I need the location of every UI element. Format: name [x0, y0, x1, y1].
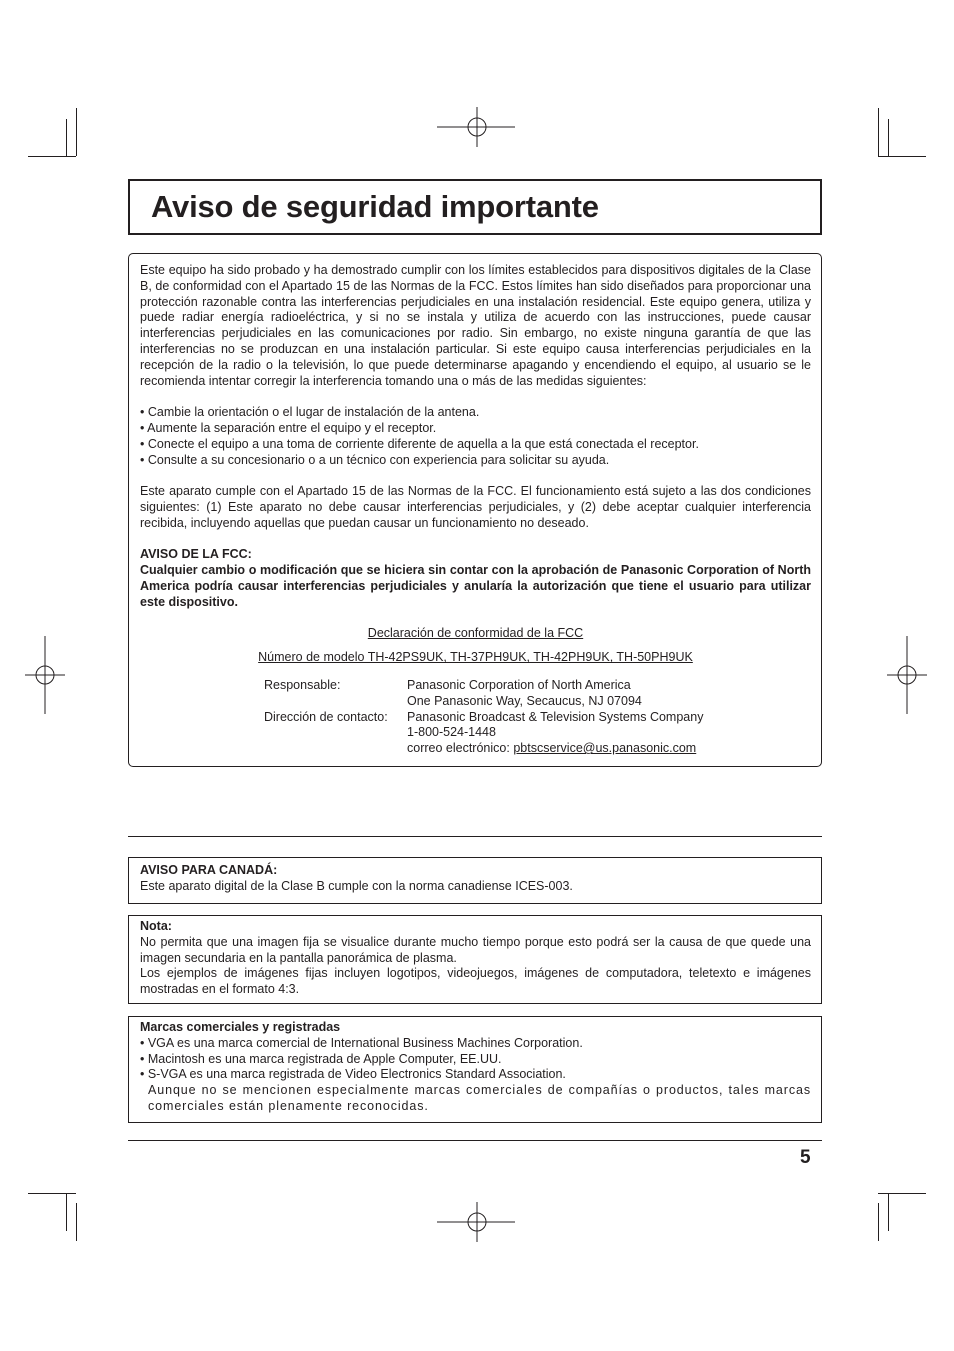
- crop-mark: [888, 119, 889, 157]
- list-item: • Aumente la separación entre el equipo y el receptor.: [140, 420, 437, 435]
- crop-mark: [878, 108, 879, 156]
- list-item: • Macintosh es una marca registrada de Apple Computer, EE.UU.: [140, 1051, 502, 1066]
- email-line: [407, 741, 696, 757]
- fcc-notice-box: [128, 253, 822, 767]
- responsible-line: Panasonic Corporation of North America: [407, 677, 631, 692]
- trademarks-box: [128, 1016, 822, 1123]
- responsible-label: Responsable:: [264, 677, 341, 692]
- crop-mark: [878, 1203, 879, 1241]
- note-paragraph: No permita que una imagen fija se visualice durante mucho tiempo porque esto podrá ser la causa de que quede una imagen secundaria en la pantalla panorámica de plasma.: [140, 934, 811, 965]
- responsible-line: One Panasonic Way, Secaucus, NJ 07094: [407, 693, 642, 708]
- crop-mark: [28, 1193, 76, 1194]
- list-item: • Cambie la orientación o el lugar de instalación de la antena.: [140, 405, 480, 420]
- trademarks-heading: Marcas comerciales y registradas: [140, 1020, 341, 1034]
- part15-paragraph: Este aparato cumple con el Apartado 15 de las Normas de la FCC. El funcionamiento está sujeto a las dos condiciones siguientes: (1) Este aparato no debe causar interferencias perjudiciales, y (2) debe aceptar cualquier interferencia recibida, incluyendo aquellas que puedan causar un funcionamiento no deseado.: [140, 484, 811, 530]
- contact-label: Dirección de contacto:: [264, 709, 388, 724]
- crop-mark: [28, 156, 76, 157]
- list-item: • Consulte a su concesionario o a un técnico con experiencia para solicitar su ayuda.: [140, 452, 610, 467]
- note-heading: Nota:: [140, 919, 172, 933]
- model-numbers: Número de modelo TH-42PS9UK, TH-37PH9UK, TH-42PH9UK, TH-50PH9UK: [258, 650, 693, 665]
- note-box: [128, 915, 822, 1004]
- page-title: Aviso de seguridad importante: [151, 189, 599, 224]
- divider: [128, 1140, 822, 1141]
- fcc-intro-paragraph: Este equipo ha sido probado y ha demostrado cumplir con los límites establecidos para dispositivos digitales de la Clase B, de conformidad con el Apartado 15 de las Normas de la FCC. Estos límites han sido diseñados para proporcionar una protección razonable contra las interferencias perjudiciales en una instalación residencial. Este equipo genera, utiliza y puede radiar energía radioeléctrica, y si no se instala y utiliza de acuerdo con las instrucciones, puede causar interferencias perjudiciales en las comunicaciones por radio. Sin embargo, no existe ninguna garantía de que las interferencias no se produzcan en una instalación particular. Si este equipo causa interferencias perjudiciales en la recepción de la radio o la televisión, lo que puede determinarse apagando y encendiendo el equipo, al usuario se le recomienda intentar corregir la interferencia tomando una o más de las medidas siguientes:: [140, 263, 811, 388]
- canada-notice-box: [128, 857, 822, 904]
- crop-mark: [66, 1193, 67, 1231]
- registration-mark-icon: [887, 636, 927, 716]
- page-number: 5: [800, 1147, 811, 1168]
- canada-text: Este aparato digital de la Clase B cumple con la norma canadiense ICES-003.: [140, 878, 573, 893]
- crop-mark: [76, 108, 77, 156]
- contact-info: [140, 678, 811, 758]
- crop-mark: [878, 156, 926, 157]
- email-prefix: correo electrónico:: [407, 741, 514, 756]
- email-link[interactable]: pbtscservice@us.panasonic.com: [513, 741, 697, 756]
- declaration-title: Declaración de conformidad de la FCC: [367, 626, 584, 641]
- registration-mark-icon: [25, 636, 65, 716]
- crop-mark: [888, 1193, 889, 1231]
- trademarks-closing: Aunque no se mencionen especialmente marcas comerciales de compañías o productos, tales marcas comerciales están plenamente reconocidas.: [148, 1083, 811, 1113]
- divider: [128, 836, 822, 837]
- canada-heading: AVISO PARA CANADÁ:: [140, 863, 278, 877]
- fcc-warning-heading: AVISO DE LA FCC:: [140, 547, 252, 562]
- list-item: • VGA es una marca comercial de International Business Machines Corporation.: [140, 1035, 583, 1050]
- contact-line: Panasonic Broadcast & Television Systems Company: [407, 709, 704, 724]
- fcc-warning-text: Cualquier cambio o modificación que se hiciera sin contar con la aprobación de Panasonic Corporation of North America podría causar interferencias perjudiciales y anularía la autorización que tiene el usuario para utilizar este dispositivo.: [140, 563, 811, 609]
- crop-mark: [878, 1193, 926, 1194]
- crop-mark: [66, 119, 67, 157]
- registration-mark-icon: [437, 107, 517, 147]
- contact-line: 1-800-524-1448: [407, 725, 496, 740]
- title-box: [128, 179, 822, 235]
- crop-mark: [76, 1203, 77, 1241]
- registration-mark-icon: [437, 1202, 517, 1242]
- list-item: • Conecte el equipo a una toma de corriente diferente de aquella a la que está conectada el receptor.: [140, 436, 699, 451]
- list-item: • S-VGA es una marca registrada de Video Electronics Standard Association.: [140, 1067, 566, 1082]
- note-paragraph: Los ejemplos de imágenes fijas incluyen logotipos, videojuegos, imágenes de computadora, teletexto e imágenes mostradas en el formato 4:3.: [140, 966, 811, 997]
